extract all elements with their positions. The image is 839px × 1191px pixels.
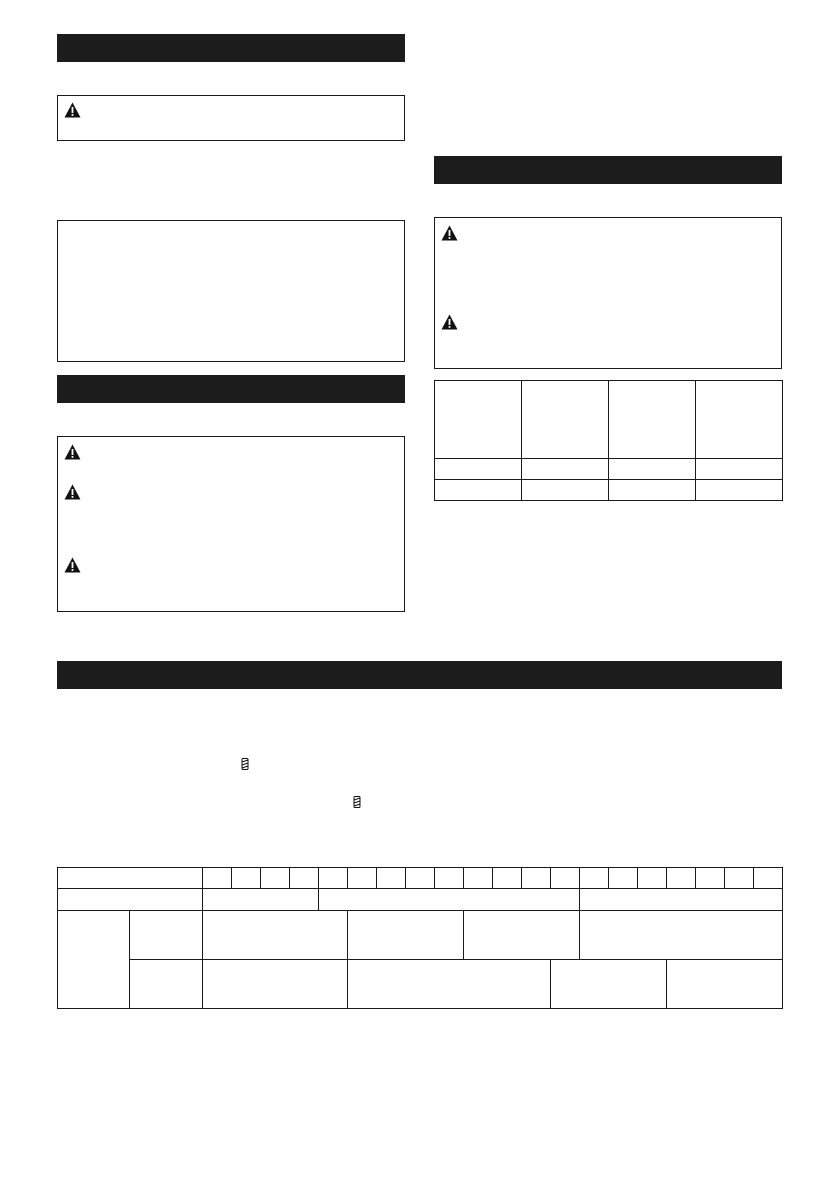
table-cell [609, 459, 696, 480]
table-cell [464, 868, 493, 889]
warning-box-3 [434, 217, 782, 369]
table-cell [58, 911, 130, 1009]
note-box [57, 220, 405, 362]
table-row [435, 480, 783, 501]
table-cell [667, 868, 696, 889]
table-cell [348, 960, 551, 1009]
table-cell [609, 480, 696, 501]
table-cell [638, 868, 667, 889]
table-cell [580, 889, 783, 911]
caution-box-1 [57, 95, 405, 141]
table-row [435, 459, 783, 480]
table-cell [522, 480, 609, 501]
table-cell [290, 868, 319, 889]
table-cell [58, 868, 203, 889]
table-cell [435, 381, 522, 459]
table-cell [522, 459, 609, 480]
warning-triangle-icon [64, 484, 81, 500]
table-cell [754, 868, 783, 889]
section-heading-bar-3 [434, 156, 782, 184]
warning-triangle-icon [441, 225, 458, 241]
warning-box-2 [57, 436, 405, 612]
table-row [58, 960, 783, 1009]
table-row [58, 911, 783, 960]
warning-triangle-icon [64, 102, 81, 118]
table-row [58, 868, 783, 889]
table-cell [609, 381, 696, 459]
warning-triangle-icon [64, 557, 81, 573]
table-cell [522, 868, 551, 889]
table-cell [696, 868, 725, 889]
warning-triangle-icon [64, 444, 81, 460]
table-cell [319, 889, 580, 911]
table-cell [348, 911, 464, 960]
section-heading-bar-2 [57, 375, 405, 403]
table-cell [609, 868, 638, 889]
warning-triangle-icon [441, 314, 458, 330]
table-cell [696, 480, 783, 501]
table-cell [435, 868, 464, 889]
table-cell [667, 960, 783, 1009]
drill-bit-icon [241, 757, 249, 769]
table-cell [377, 868, 406, 889]
table-cell [203, 960, 348, 1009]
table-cell [696, 381, 783, 459]
small-spec-table [434, 380, 783, 501]
table-cell [203, 868, 232, 889]
table-cell [725, 868, 754, 889]
table-cell [522, 381, 609, 459]
table-cell [551, 868, 580, 889]
table-cell [130, 960, 203, 1009]
table-cell [435, 459, 522, 480]
table-cell [580, 911, 783, 960]
table-row [435, 381, 783, 459]
table-cell [232, 868, 261, 889]
table-cell [551, 960, 667, 1009]
table-row [58, 889, 783, 911]
table-cell [261, 868, 290, 889]
table-cell [348, 868, 377, 889]
section-heading-bar-4 [57, 661, 782, 689]
table-cell [58, 889, 203, 911]
wide-setting-table [57, 867, 783, 1009]
table-cell [493, 868, 522, 889]
table-cell [464, 911, 580, 960]
table-cell [406, 868, 435, 889]
table-cell [203, 889, 319, 911]
drill-bit-icon [353, 795, 361, 807]
table-cell [319, 868, 348, 889]
table-cell [130, 911, 203, 960]
table-cell [435, 480, 522, 501]
table-cell [580, 868, 609, 889]
table-cell [696, 459, 783, 480]
table-cell [203, 911, 348, 960]
section-heading-bar-1 [57, 34, 405, 62]
